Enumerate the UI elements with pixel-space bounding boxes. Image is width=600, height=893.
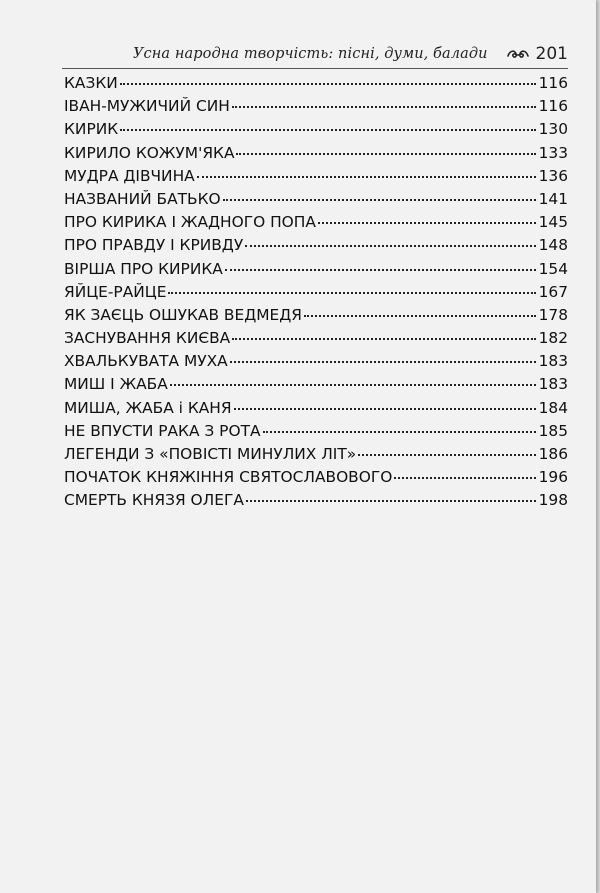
toc-leader-dots <box>197 176 536 178</box>
toc-entry-title: МУДРА ДІВЧИНА <box>64 166 195 185</box>
toc-entry-page: 198 <box>538 491 568 510</box>
toc-entry[interactable] <box>64 283 568 306</box>
toc-entry-page: 186 <box>538 445 568 463</box>
toc-entry[interactable] <box>64 120 568 143</box>
toc-leader-dots <box>263 431 537 433</box>
toc-leader-dots <box>170 384 536 386</box>
toc-entry[interactable] <box>64 352 568 375</box>
page-number: 201 <box>535 44 568 64</box>
toc-entry-title: ПОЧАТОК КНЯЖІННЯ СВЯТОСЛАВОВОГО <box>64 468 393 487</box>
toc-leader-dots <box>394 477 536 479</box>
toc-leader-dots <box>246 500 536 502</box>
toc-leader-dots <box>230 361 536 363</box>
toc-entry-title: ВІРША ПРО КИРИКА <box>64 259 223 278</box>
toc-entry-page: 148 <box>538 236 568 255</box>
toc-leader-dots <box>245 245 536 247</box>
toc-leader-dots <box>225 269 536 271</box>
toc-entry-page: 145 <box>538 213 568 232</box>
toc-entry[interactable] <box>64 445 568 468</box>
toc-entry[interactable] <box>64 375 568 398</box>
toc-leader-dots <box>236 153 536 155</box>
toc-entry[interactable] <box>64 144 568 167</box>
header-rule <box>62 68 568 69</box>
toc-leader-dots <box>234 408 536 410</box>
table-of-contents <box>64 74 568 515</box>
toc-entry-page: 184 <box>538 398 568 417</box>
toc-entry-page: 116 <box>538 74 568 92</box>
toc-leader-dots <box>232 106 536 108</box>
toc-entry-title: КИРИЛО КОЖУМ'ЯКА <box>64 143 235 162</box>
running-title: Усна народна творчість: пісні, думи, балади <box>132 46 488 62</box>
toc-leader-dots <box>358 454 536 456</box>
toc-entry-page: 116 <box>538 97 568 116</box>
toc-entry-page: 133 <box>538 143 568 162</box>
toc-leader-dots <box>304 315 536 317</box>
toc-leader-dots <box>223 199 536 201</box>
toc-entry-title: ЗАСНУВАННЯ КИЄВА <box>64 329 231 348</box>
toc-entry-page: 154 <box>538 259 568 278</box>
toc-entry-page: 196 <box>538 468 568 487</box>
toc-entry-title: КИРИК <box>64 120 119 139</box>
toc-leader-dots <box>232 338 536 340</box>
toc-entry-title: ПРО КИРИКА І ЖАДНОГО ПОПА <box>64 213 316 232</box>
toc-entry-title: СМЕРТЬ КНЯЗЯ ОЛЕГА <box>64 491 244 510</box>
toc-entry[interactable] <box>64 167 568 190</box>
toc-entry-page: 183 <box>538 352 568 371</box>
toc-entry-title: ЯЙЦЕ-РАЙЦЕ <box>64 282 167 301</box>
toc-entry-page: 178 <box>538 305 568 324</box>
toc-entry[interactable] <box>64 491 568 514</box>
toc-entry-page: 182 <box>538 329 568 348</box>
toc-entry-title: ПРО ПРАВДУ І КРИВДУ <box>64 236 244 255</box>
toc-entry[interactable] <box>64 329 568 352</box>
toc-entry[interactable] <box>64 422 568 445</box>
toc-entry[interactable] <box>64 74 568 97</box>
running-header <box>0 42 568 66</box>
toc-entry-title: НЕ ВПУСТИ РАКА З РОТА <box>64 421 261 440</box>
toc-entry-page: 141 <box>538 189 568 208</box>
toc-entry[interactable] <box>64 260 568 283</box>
fleuron-icon <box>506 47 530 61</box>
toc-leader-dots <box>120 129 536 131</box>
toc-entry[interactable] <box>64 190 568 213</box>
toc-entry[interactable] <box>64 97 568 120</box>
toc-entry[interactable] <box>64 468 568 491</box>
toc-entry[interactable] <box>64 399 568 422</box>
toc-entry-page: 136 <box>538 166 568 185</box>
toc-entry[interactable] <box>64 213 568 236</box>
toc-leader-dots <box>120 83 536 85</box>
toc-entry-page: 167 <box>538 282 568 301</box>
toc-entry[interactable] <box>64 236 568 259</box>
toc-entry-title: МИШ І ЖАБА <box>64 375 168 394</box>
toc-entry-title: НАЗВАНИЙ БАТЬКО <box>64 189 221 208</box>
toc-entry-title: КАЗКИ <box>64 74 118 92</box>
toc-entry-title: ЯК ЗАЄЦЬ ОШУКАВ ВЕДМЕДЯ <box>64 305 302 324</box>
toc-entry-page: 130 <box>538 120 568 139</box>
toc-leader-dots <box>318 222 536 224</box>
toc-entry-title: МИША, ЖАБА і КАНЯ <box>64 398 232 417</box>
toc-entry[interactable] <box>64 306 568 329</box>
toc-entry-title: ЛЕГЕНДИ З «ПОВІСТІ МИНУЛИХ ЛІТ» <box>64 445 357 463</box>
toc-leader-dots <box>168 292 536 294</box>
toc-entry-title: ІВАН-МУЖИЧИЙ СИН <box>64 97 230 116</box>
toc-entry-title: ХВАЛЬКУВАТА МУХА <box>64 352 228 371</box>
toc-entry-page: 185 <box>538 421 568 440</box>
toc-entry-page: 183 <box>538 375 568 394</box>
